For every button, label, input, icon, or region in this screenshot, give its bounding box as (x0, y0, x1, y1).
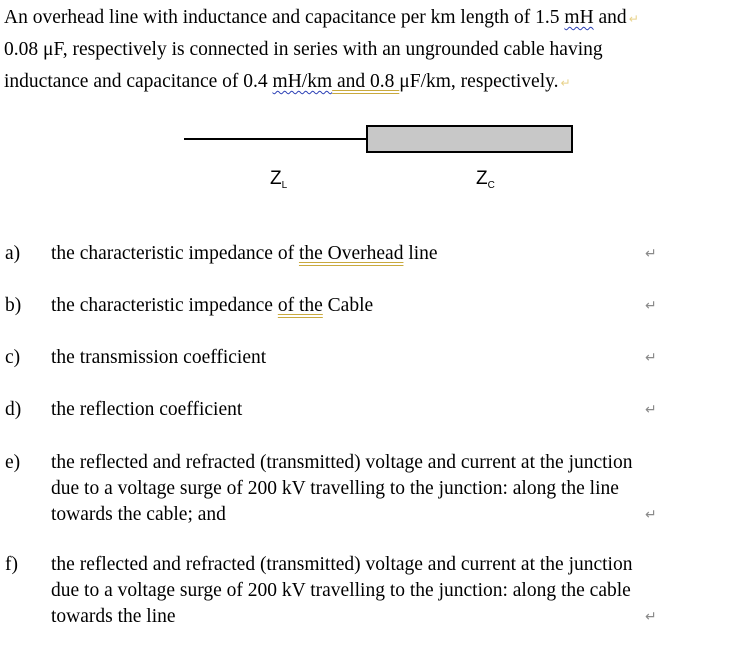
paragraph-mark-icon: ↵ (645, 609, 657, 625)
question-text-part: the characteristic impedance of (51, 243, 299, 264)
question-text: the transmission coefficient (51, 347, 267, 368)
paragraph-mark-icon: ↵ (628, 12, 639, 26)
statement-line-1 (4, 2, 749, 34)
paragraph-mark-icon: ↵ (645, 402, 657, 418)
statement-text: and 0.8 (332, 71, 400, 92)
question-letter: d) (5, 399, 22, 420)
z-symbol: Z (270, 168, 282, 189)
line-cable-diagram (0, 118, 755, 208)
overhead-line-wire (184, 138, 367, 140)
question-text-line: the reflected and refracted (transmitted) voltage and current at the junction (51, 452, 633, 473)
question-letter: f) (5, 554, 18, 575)
statement-line-3 (4, 66, 749, 98)
z-symbol: Z (476, 168, 488, 189)
question-text-line: due to a voltage surge of 200 kV travelling to the junction: along the cable (51, 580, 631, 601)
problem-statement (4, 2, 749, 98)
line-impedance-label (270, 168, 287, 191)
question-letter: c) (5, 347, 21, 368)
question-text-line: towards the cable; and (51, 504, 226, 525)
question-text: the reflection coefficient (51, 399, 243, 420)
statement-text: and (593, 7, 627, 28)
cable-impedance-label (476, 168, 495, 191)
question-text-part: the characteristic impedance (51, 295, 278, 316)
paragraph-mark-icon: ↵ (645, 507, 657, 523)
statement-line-2 (4, 34, 749, 66)
question-text (51, 293, 721, 319)
paragraph-mark-icon: ↵ (645, 298, 657, 314)
question-letter: a) (5, 243, 21, 264)
z-subscript: C (487, 180, 495, 191)
question-text (51, 241, 721, 267)
question-letter: b) (5, 295, 22, 316)
question-text-part: line (403, 243, 438, 264)
paragraph-mark-icon: ↵ (560, 76, 571, 90)
paragraph-mark-icon: ↵ (645, 246, 657, 262)
question-letter: e) (5, 452, 21, 473)
paragraph-mark-icon: ↵ (645, 350, 657, 366)
question-text-part: of the (277, 295, 323, 316)
unit-mh: mH (564, 7, 594, 28)
statement-text: 0.08 μF (4, 39, 63, 60)
statement-text: inductance and capacitance of 0.4 (4, 71, 273, 92)
statement-text: An overhead line with inductance and capacitance per km length of 1.5 (4, 7, 565, 28)
statement-text: μF/km, respectively. (399, 71, 559, 92)
question-text-line: towards the line (51, 606, 176, 627)
statement-text: , respectively is connected in series with an ungrounded cable having (62, 39, 603, 60)
z-subscript: L (281, 180, 288, 191)
unit-mh-per-km: mH/km (272, 71, 333, 92)
cable-block (366, 125, 573, 153)
question-text-part: Cable (322, 295, 374, 316)
question-text-part: the Overhead (298, 243, 404, 264)
question-text-line: the reflected and refracted (transmitted) voltage and current at the junction (51, 554, 633, 575)
question-text-line: due to a voltage surge of 200 kV travelling to the junction: along the line (51, 478, 619, 499)
